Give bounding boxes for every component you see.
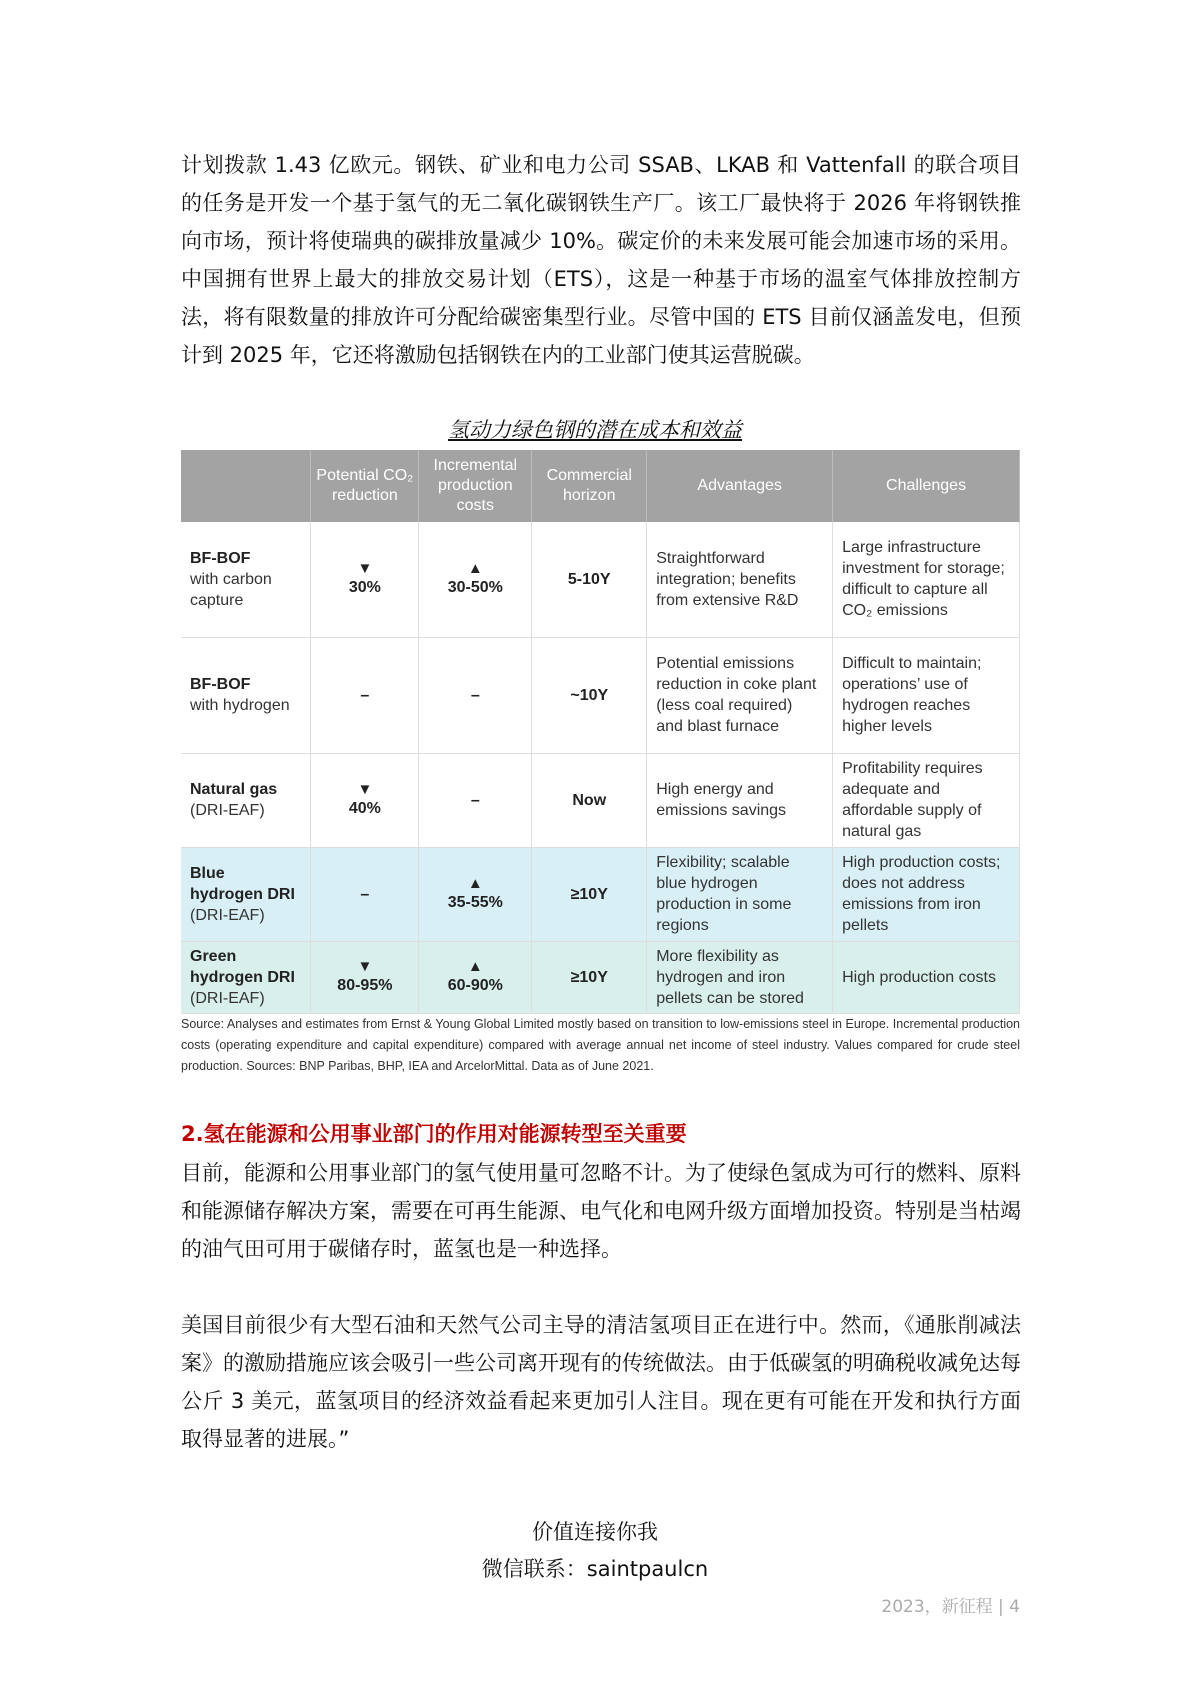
up-arrow-icon: ▲ <box>467 874 483 892</box>
footer-contact: 微信联系：saintpaulcn <box>481 1557 709 1581</box>
commercial-horizon: Now <box>532 753 647 847</box>
table-title: 氢动力绿色钢的潜在成本和效益 <box>448 418 742 442</box>
table-row <box>181 941 1020 1013</box>
co2-reduction: – <box>311 847 419 941</box>
technology-name: Blue hydrogen DRI (DRI-EAF) <box>181 847 311 941</box>
advantages: High energy and emissions savings <box>647 753 833 847</box>
page-number: 2023，新征程 | 4 <box>881 1597 1020 1617</box>
table-row <box>181 753 1020 847</box>
incremental-cost: – <box>419 637 532 753</box>
technology-name: BF-BOF with carbon capture <box>181 522 311 637</box>
up-arrow-icon: ▲ <box>467 559 483 577</box>
advantages: Flexibility; scalable blue hydrogen production in some regions <box>647 847 833 941</box>
column-header: Commercial horizon <box>532 450 647 522</box>
technology-name: Natural gas (DRI-EAF) <box>181 753 311 847</box>
table-source-note: Source: Analyses and estimates from Ernst & Young Global Limited mostly based on transition to low-emissions steel in Europe. Incremental production costs (operating expenditure and capital expenditure) compared with average annual net income of steel industry. Values compared for crude steel production. Sources: BNP Paribas, BHP, IEA and ArcelorMittal. Data as of June 2021. <box>181 1017 1020 1073</box>
commercial-horizon: ≥10Y <box>532 847 647 941</box>
challenges: Large infrastructure investment for storage; difficult to capture all CO₂ emissions <box>833 522 1020 637</box>
commercial-horizon: ≥10Y <box>532 941 647 1013</box>
up-arrow-icon: ▲ <box>467 957 483 975</box>
column-header: Incremental production costs <box>419 450 532 522</box>
challenges: High production costs; does not address emissions from iron pellets <box>833 847 1020 941</box>
advantages: Straightforward integration; benefits from extensive R&D <box>647 522 833 637</box>
footer-slogan: 价值连接你我 <box>532 1520 658 1544</box>
body-paragraph: 美国目前很少有大型石油和天然气公司主导的清洁氢项目正在进行中。然而，《通胀削减法案》的激励措施应该会吸引一些公司离开现有的传统做法。由于低碳氢的明确税收减免达每公斤 3 美元，蓝氢项目的经济效益看起来更加引人注目。现在更有可能在开发和执行方面取得显著的进展。” <box>181 1313 1021 1451</box>
advantages: Potential emissions reduction in coke plant (less coal required) and blast furnace <box>647 637 833 753</box>
challenges: Profitability requires adequate and affordable supply of natural gas <box>833 753 1020 847</box>
down-arrow-icon: ▼ <box>357 559 373 577</box>
commercial-horizon: ~10Y <box>532 637 647 753</box>
advantages: More flexibility as hydrogen and iron pellets can be stored <box>647 941 833 1013</box>
incremental-cost: ▲ 35-55% <box>419 847 532 941</box>
column-header: Advantages <box>647 450 833 522</box>
technology-name: BF-BOF with hydrogen <box>181 637 311 753</box>
challenges: High production costs <box>833 941 1020 1013</box>
co2-reduction: ▼ 80-95% <box>311 941 419 1013</box>
incremental-cost: ▲ 60-90% <box>419 941 532 1013</box>
table-row <box>181 847 1020 941</box>
column-header: Potential CO₂ reduction <box>311 450 419 522</box>
table-row <box>181 522 1020 637</box>
section-heading: 2.氢在能源和公用事业部门的作用对能源转型至关重要 <box>181 1122 687 1146</box>
co2-reduction: ▼ 30% <box>311 522 419 637</box>
technology-name: Green hydrogen DRI (DRI-EAF) <box>181 941 311 1013</box>
down-arrow-icon: ▼ <box>357 780 373 798</box>
incremental-cost: ▲ 30-50% <box>419 522 532 637</box>
challenges: Difficult to maintain; operations’ use of hydrogen reaches higher levels <box>833 637 1020 753</box>
comparison-table <box>181 450 1020 1014</box>
table-row <box>181 637 1020 753</box>
column-header <box>181 450 311 522</box>
body-paragraph: 目前，能源和公用事业部门的氢气使用量可忽略不计。为了使绿色氢成为可行的燃料、原料和能源储存解决方案，需要在可再生能源、电气化和电网升级方面增加投资。特别是当枯竭的油气田可用于碳储存时，蓝氢也是一种选择。 <box>181 1161 1021 1261</box>
commercial-horizon: 5-10Y <box>532 522 647 637</box>
incremental-cost: – <box>419 753 532 847</box>
body-paragraph: 计划拨款 1.43 亿欧元。钢铁、矿业和电力公司 SSAB、LKAB 和 Vattenfall 的联合项目的任务是开发一个基于氢气的无二氧化碳钢铁生产厂。该工厂最快将于 2026 年将钢铁推向市场，预计将使瑞典的碳排放量减少 10%。碳定价的未来发展可能会加速市场的采用。中国拥有世界上最大的排放交易计划（ETS），这是一种基于市场的温室气体排放控制方法，将有限数量的排放许可分配给碳密集型行业。尽管中国的 ETS 目前仅涵盖发电，但预计到 2025 年，它还将激励包括钢铁在内的工业部门使其运营脱碳。 <box>181 153 1021 367</box>
co2-reduction: ▼ 40% <box>311 753 419 847</box>
table-header <box>181 450 1020 522</box>
co2-reduction: – <box>311 637 419 753</box>
column-header: Challenges <box>833 450 1020 522</box>
down-arrow-icon: ▼ <box>357 957 373 975</box>
